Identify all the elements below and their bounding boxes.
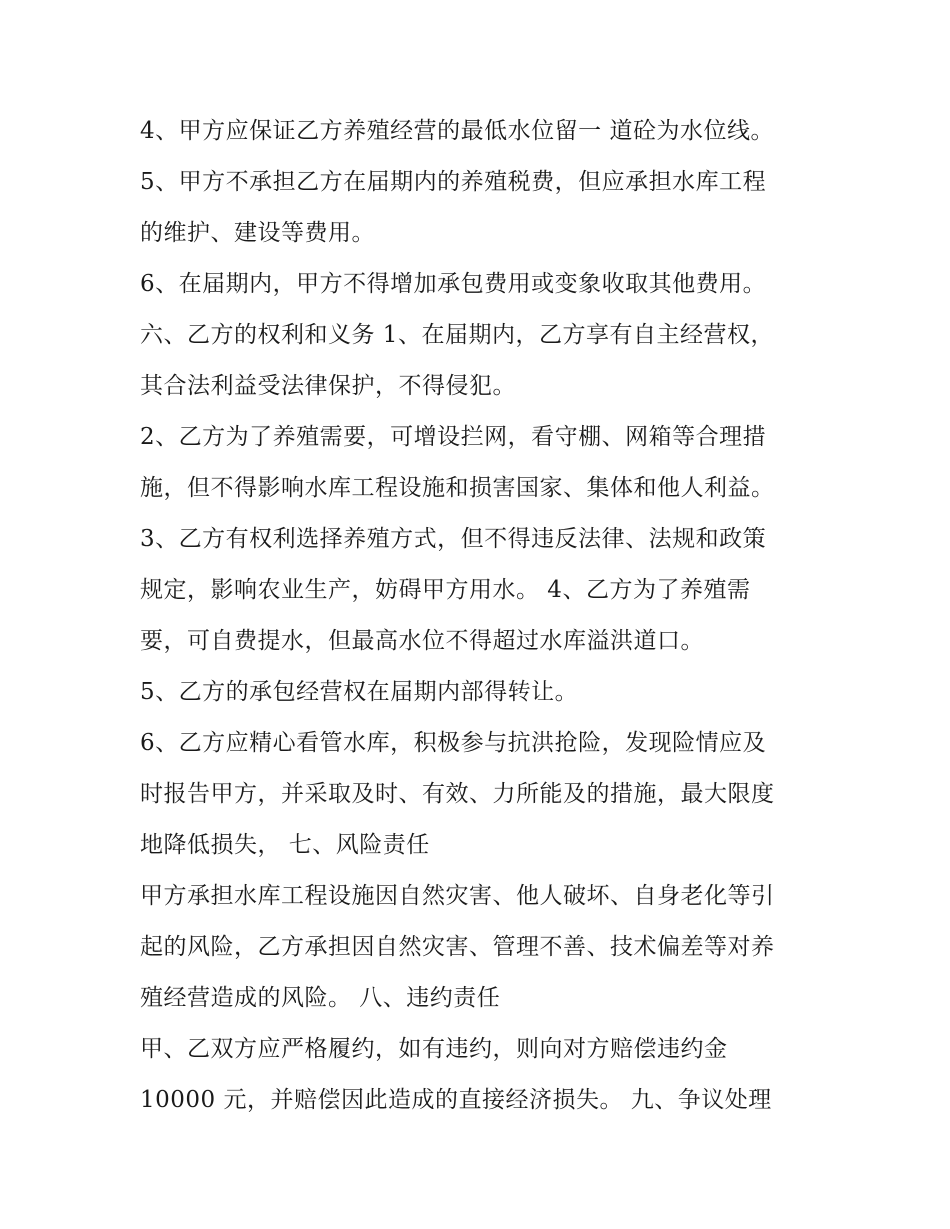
text-line: 六、乙方的权利和义务 1、在届期内，乙方享有自主经营权，	[140, 322, 774, 348]
document-body	[140, 106, 830, 1126]
text-line: 规定，影响农业生产，妨碍甲方用水。 4、乙方为了养殖需	[140, 577, 751, 603]
text-line: 3、乙方有权利选择养殖方式，但不得违反法律、法规和政策	[140, 526, 767, 552]
text-line: 2、乙方为了养殖需要，可增设拦网，看守棚、网箱等合理措	[140, 424, 767, 450]
text-line: 甲方承担水库工程设施因自然灾害、他人破坏、自身老化等引	[140, 883, 775, 909]
text-line: 6、在届期内，甲方不得增加承包费用或变象收取其他费用。	[140, 271, 767, 297]
text-line: 要，可自费提水，但最高水位不得超过水库溢洪道口。	[140, 628, 704, 654]
text-line: 起的风险，乙方承担因自然灾害、管理不善、技术偏差等对养	[140, 934, 775, 960]
text-line: 6、乙方应精心看管水库，积极参与抗洪抢险，发现险情应及	[140, 730, 767, 756]
text-line: 施，但不得影响水库工程设施和损害国家、集体和他人利益。	[140, 475, 775, 501]
text-line: 地降低损失， 七、风险责任	[140, 832, 430, 858]
text-line: 殖经营造成的风险。 八、违约责任	[140, 985, 501, 1011]
text-line: 甲、乙双方应严格履约，如有违约，则向对方赔偿违约金	[140, 1036, 728, 1062]
text-line: 10000 元，并赔偿因此造成的直接经济损失。 九、争议处理	[140, 1087, 772, 1113]
text-line: 其合法利益受法律保护，不得侵犯。	[140, 373, 516, 399]
text-line: 时报告甲方，并采取及时、有效、力所能及的措施，最大限度	[140, 781, 775, 807]
text-line: 5、甲方不承担乙方在届期内的养殖税费，但应承担水库工程	[140, 169, 767, 195]
text-line: 4、甲方应保证乙方养殖经营的最低水位留一 道砼为水位线。	[140, 118, 774, 144]
text-line: 5、乙方的承包经营权在届期内部得转让。	[140, 679, 579, 705]
text-line: 的维护、建设等费用。	[140, 220, 375, 246]
